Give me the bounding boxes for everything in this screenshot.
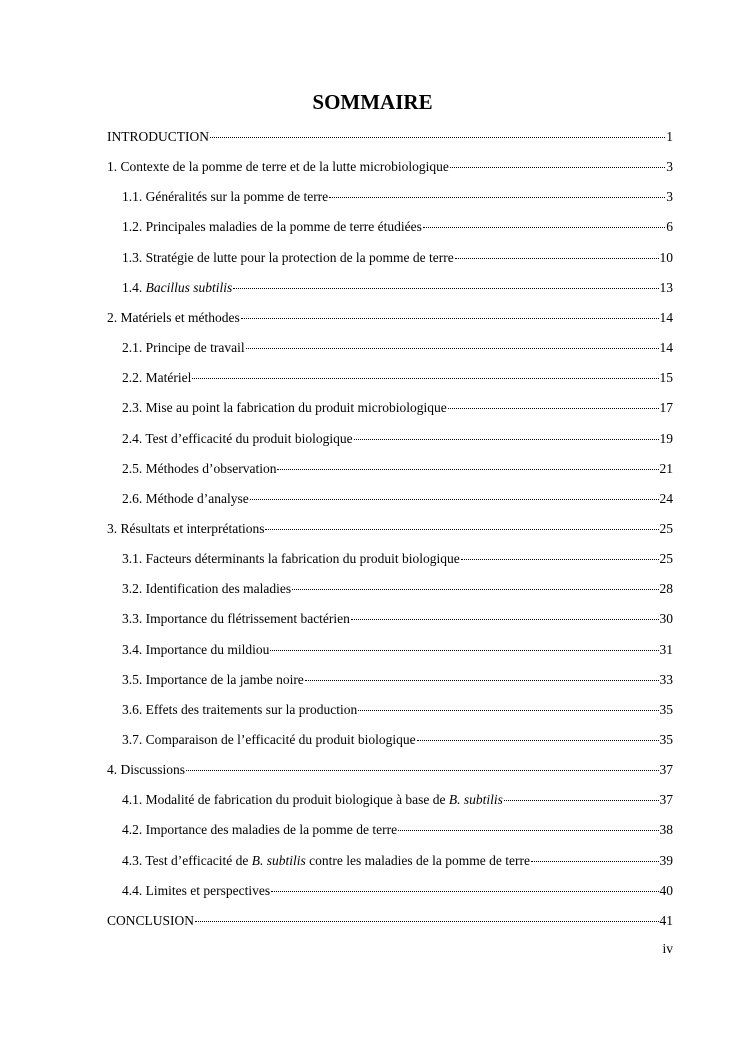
toc-dot-leader: [246, 348, 659, 349]
toc-entry-title: 2.4. Test d’efficacité du produit biologique: [122, 430, 353, 446]
toc-entry[interactable]: [122, 399, 673, 417]
toc-entry-title-prefix: 4.1. Modalité de fabrication du produit biologique à base de: [122, 792, 449, 808]
toc-dot-leader: [250, 499, 659, 500]
toc-dot-leader: [448, 408, 659, 409]
toc-entry-page-number: 37: [659, 762, 673, 778]
toc-entry-page-number: 24: [659, 490, 673, 506]
toc-entry-page-number: 14: [659, 340, 673, 356]
toc-entry[interactable]: [107, 158, 673, 176]
toc-entry[interactable]: [122, 731, 673, 749]
toc-entry-page-number: 17: [659, 400, 673, 416]
toc-entry-page-number: 35: [659, 732, 673, 747]
toc-entry-title: 2.2. Matériel: [122, 370, 192, 386]
toc-entry[interactable]: [122, 882, 673, 900]
toc-entry[interactable]: [122, 671, 673, 689]
toc-entry-title: 2.6. Méthode d’analyse: [122, 490, 249, 506]
toc-entry-title: 3.5. Importance de la jambe noire: [122, 671, 304, 687]
toc-entry-title: 3.6. Effets des traitements sur la production: [122, 701, 358, 717]
toc-entry-title: 2.3. Mise au point la fabrication du produit microbiologique: [122, 400, 447, 416]
toc-entry-title: 1.3. Stratégie de lutte pour la protection de la pomme de terre: [122, 249, 454, 265]
toc-dot-leader: [450, 167, 665, 168]
toc-entry-page-number: 40: [659, 882, 673, 898]
toc-entry-title: 3.7. Comparaison de l’efficacité du produit biologique: [122, 732, 416, 747]
toc-entry[interactable]: [122, 369, 673, 387]
toc-dot-leader: [195, 921, 658, 922]
toc-entry-title: 1.2. Principales maladies de la pomme de terre étudiées: [122, 219, 422, 235]
toc-entry[interactable]: [122, 188, 673, 206]
toc-dot-leader: [270, 650, 658, 651]
toc-entry-title: 3.1. Facteurs déterminants la fabrication du produit biologique: [122, 551, 460, 567]
toc-entry-page-number: 39: [659, 852, 673, 868]
toc-entry-page-number: 15: [659, 370, 673, 386]
toc-dot-leader: [265, 529, 658, 530]
toc-entry-title: 3.2. Identification des maladies: [122, 581, 292, 597]
toc-dot-leader: [192, 378, 658, 379]
toc-entry-title-prefix: 1.4.: [122, 279, 146, 295]
toc-entry-title: 2.5. Méthodes d’observation: [122, 460, 277, 476]
toc-entry[interactable]: [107, 520, 673, 538]
toc-entry-page-number: 19: [659, 430, 673, 446]
toc-dot-leader: [504, 800, 659, 801]
toc-entry[interactable]: [107, 128, 673, 146]
toc-entry-page-number: 30: [659, 611, 673, 627]
toc-entry-title: 4.2. Importance des maladies de la pomme de terre: [122, 822, 398, 838]
toc-dot-leader: [186, 770, 658, 771]
toc-dot-leader: [398, 830, 658, 831]
toc-entry[interactable]: [122, 490, 673, 508]
toc-dot-leader: [241, 318, 659, 319]
toc-entry-title: 4.4. Limites et perspectives: [122, 882, 271, 898]
toc-dot-leader: [354, 439, 659, 440]
toc-entry-title: INTRODUCTION: [107, 129, 209, 144]
toc-entry-title: 1. Contexte de la pomme de terre et de la lutte microbiologique: [107, 159, 449, 175]
toc-entry-title: 3.3. Importance du flétrissement bactérien: [122, 611, 350, 627]
toc-entry-page-number: 6: [666, 219, 673, 235]
toc-entry-title: 1.1. Généralités sur la pomme de terre: [122, 189, 329, 205]
toc-dot-leader: [358, 710, 658, 711]
toc-dot-leader: [210, 137, 665, 138]
toc-entry[interactable]: [122, 249, 673, 267]
toc-entry-page-number: 1: [666, 129, 673, 144]
toc-entry-title: [122, 279, 232, 297]
toc-entry[interactable]: [122, 610, 673, 628]
toc-entry-page-number: 35: [659, 701, 673, 717]
toc-entry-title: 3.4. Importance du mildiou: [122, 641, 270, 657]
toc-entry-title-italic: B. subtilis: [448, 792, 503, 808]
toc-dot-leader: [531, 861, 659, 862]
page-number: iv: [662, 941, 673, 956]
toc-dot-leader: [292, 589, 658, 590]
toc-entry-title: 3. Résultats et interprétations: [107, 520, 265, 536]
toc-entry[interactable]: [122, 580, 673, 598]
toc-entry-title-italic: B. subtilis: [251, 852, 306, 868]
toc-dot-leader: [329, 197, 665, 198]
toc-dot-leader: [455, 258, 659, 259]
toc-entry-page-number: 41: [659, 912, 673, 928]
toc-dot-leader: [277, 469, 658, 470]
toc-entry-page-number: 25: [659, 551, 673, 567]
toc-entry[interactable]: [107, 761, 673, 779]
toc-dot-leader: [417, 740, 659, 741]
toc-dot-leader: [423, 227, 665, 228]
toc-entry-title-prefix: 4.3. Test d’efficacité de: [122, 852, 252, 868]
toc-entry-title: 4. Discussions: [107, 762, 186, 778]
toc-entry[interactable]: [107, 309, 673, 327]
toc-entry-title: 2. Matériels et méthodes: [107, 309, 240, 325]
toc-entry-page-number: 3: [666, 189, 673, 205]
toc-entry[interactable]: [122, 550, 673, 568]
toc-entry-page-number: 37: [659, 792, 673, 808]
toc-entry-title: CONCLUSION: [107, 912, 195, 928]
toc-entry-page-number: 33: [659, 671, 673, 687]
toc-entry-title: 2.1. Principe de travail: [122, 340, 245, 356]
toc-entry[interactable]: [122, 821, 673, 839]
toc-dot-leader: [271, 891, 658, 892]
toc-dot-leader: [461, 559, 659, 560]
toc-entry[interactable]: [122, 701, 673, 719]
toc-entry[interactable]: [122, 460, 673, 478]
toc-entry[interactable]: [122, 641, 673, 659]
toc-entry[interactable]: [122, 852, 673, 870]
toc-entry-page-number: 13: [659, 279, 673, 295]
toc-dot-leader: [305, 680, 659, 681]
toc-dot-leader: [233, 288, 658, 289]
toc-entry-page-number: 10: [659, 249, 673, 265]
toc-entry[interactable]: [122, 279, 673, 297]
toc-entry-page-number: 31: [659, 641, 673, 657]
toc-entry-page-number: 21: [659, 460, 673, 476]
toc-entry-page-number: 38: [659, 822, 673, 838]
toc-entry-page-number: 3: [666, 159, 673, 175]
toc-entry[interactable]: [107, 912, 673, 930]
toc-entry[interactable]: [122, 218, 673, 236]
toc-entry-page-number: 14: [659, 309, 673, 325]
page-title: SOMMAIRE: [312, 90, 433, 114]
toc-entry[interactable]: [122, 791, 673, 809]
toc-entry[interactable]: [122, 430, 673, 448]
toc-entry-title: [122, 852, 530, 870]
toc-entry[interactable]: [122, 339, 673, 357]
toc-entry-title-italic: Bacillus subtilis: [145, 279, 233, 295]
toc-entry-page-number: 25: [659, 520, 673, 536]
toc-entry-title: [122, 791, 503, 809]
toc-entry-page-number: 28: [659, 581, 673, 597]
toc-entry-title-suffix: contre les maladies de la pomme de terre: [305, 852, 530, 868]
toc-dot-leader: [351, 619, 659, 620]
